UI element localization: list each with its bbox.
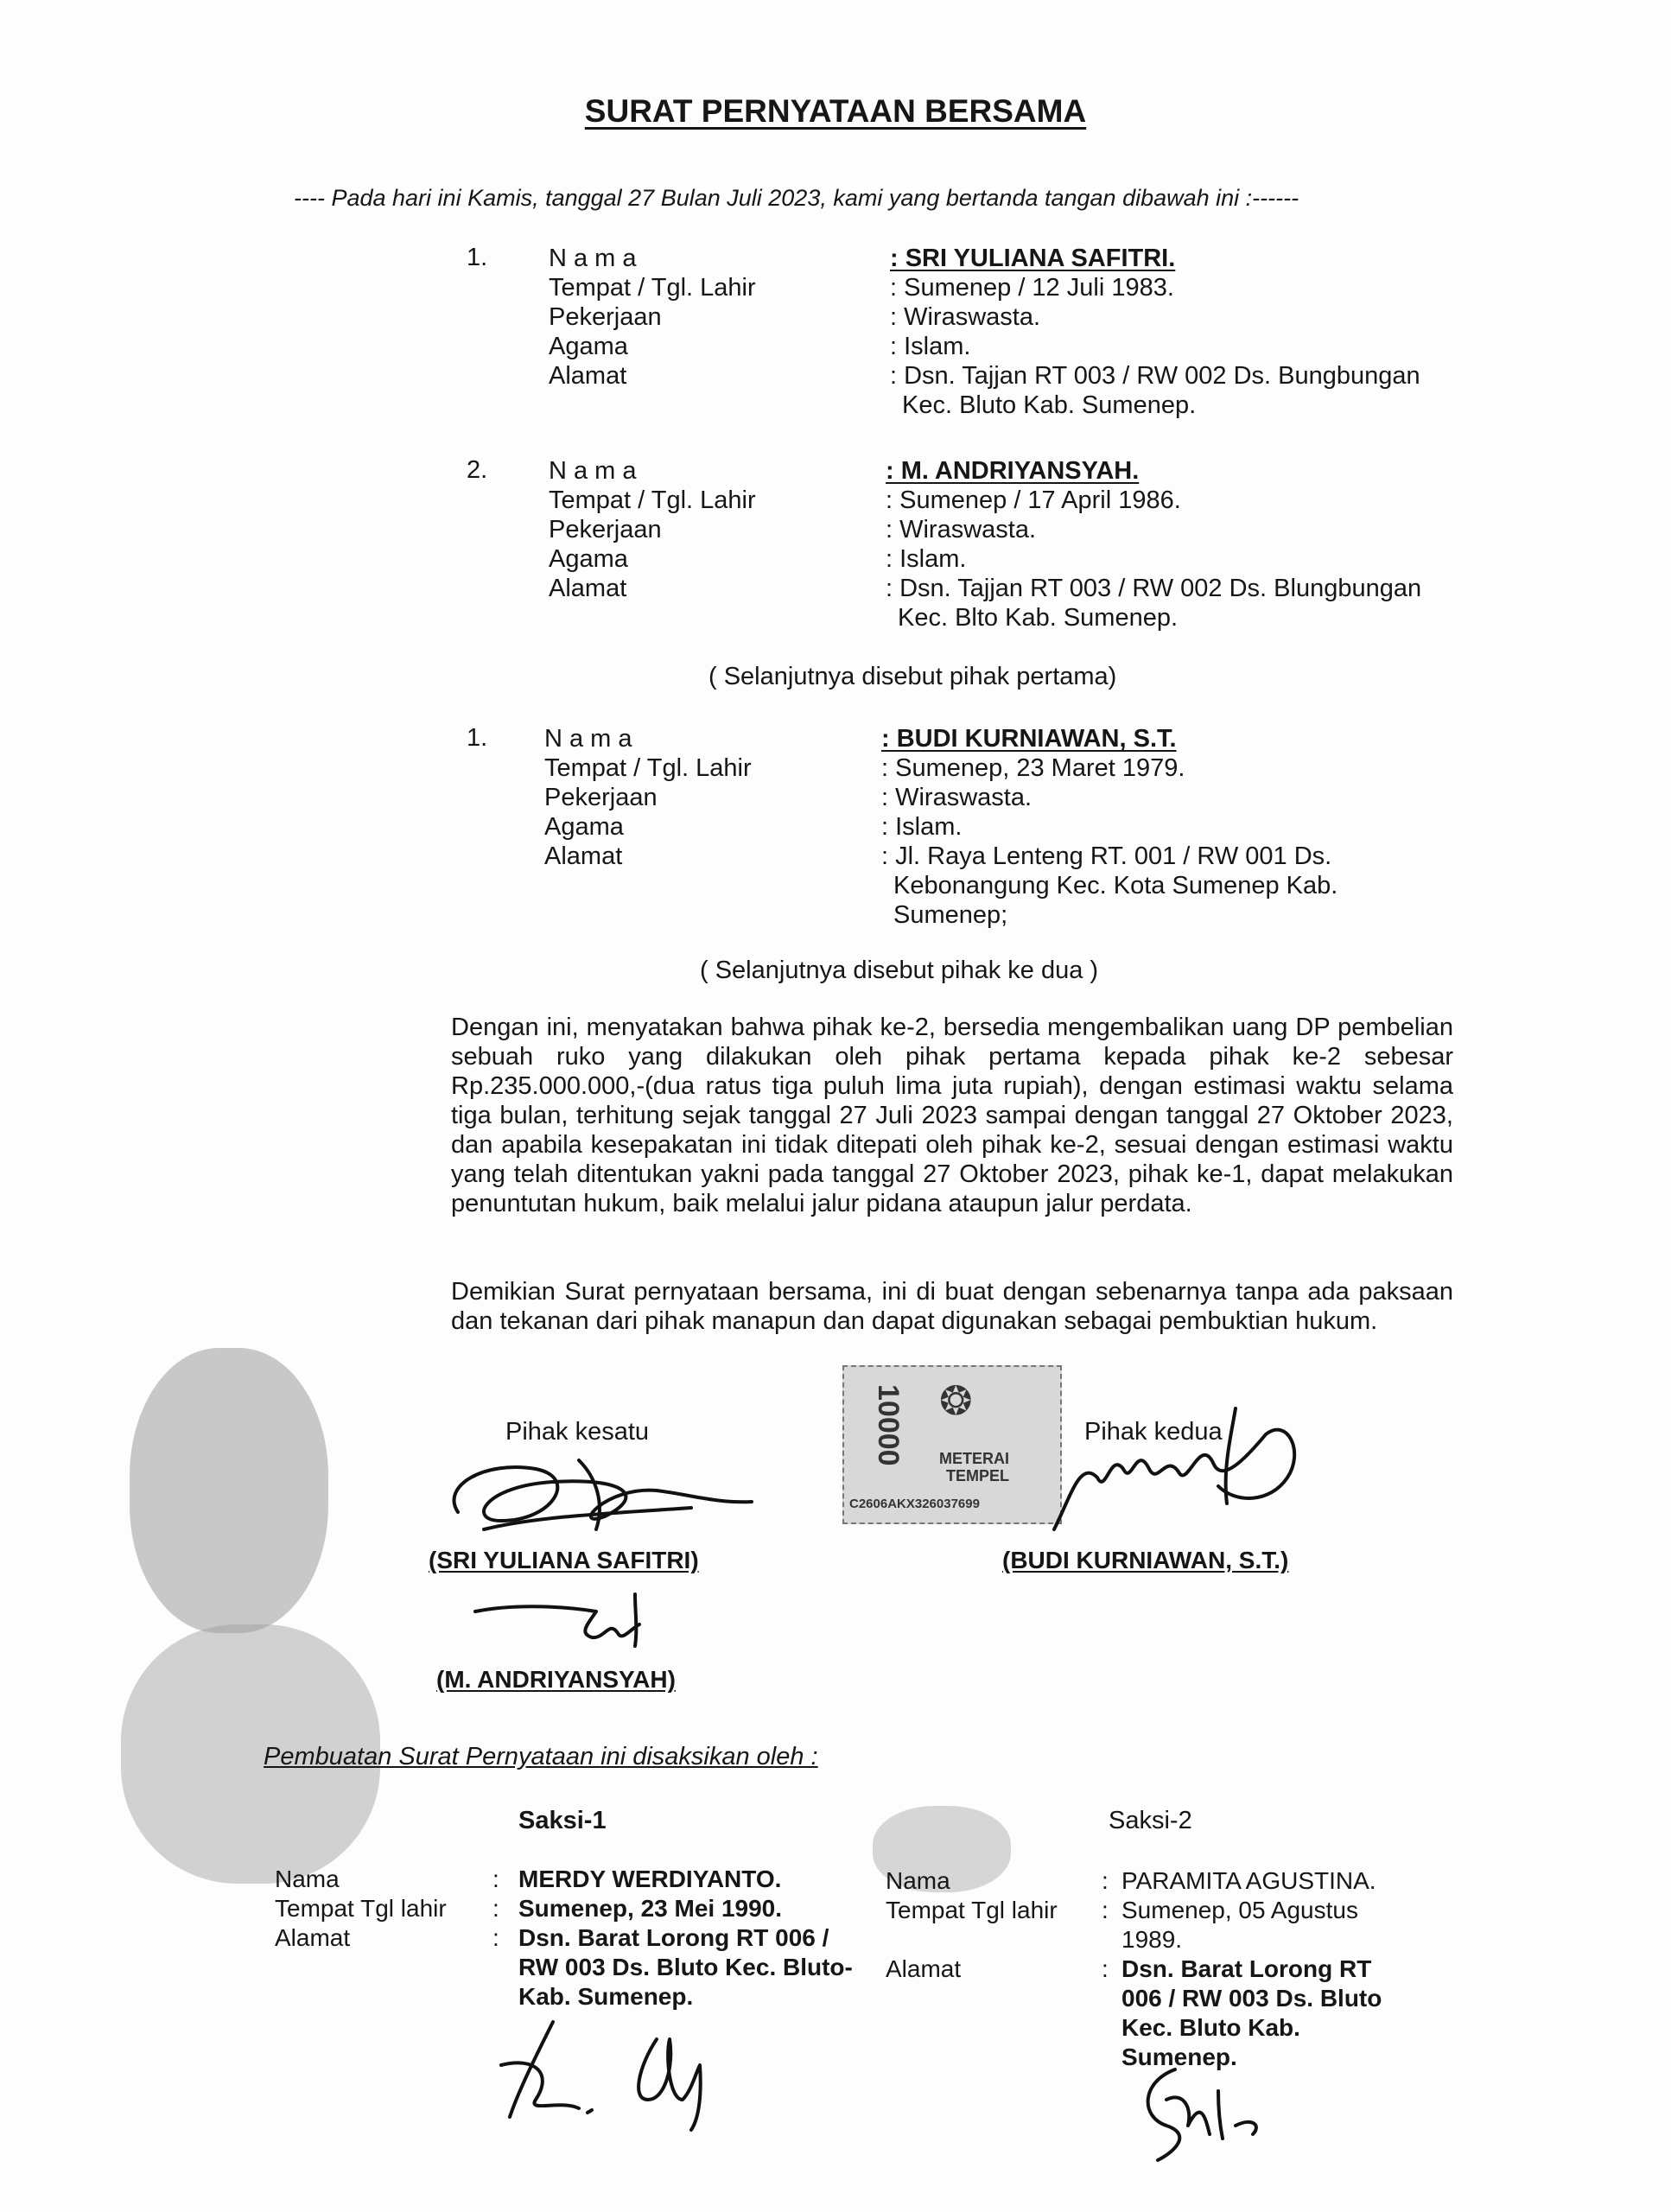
party2-pekerjaan: : Wiraswasta.: [886, 516, 1037, 543]
witness1-ttl: Sumenep, 23 Mei 1990.: [518, 1895, 783, 1922]
party2-labels: [549, 456, 756, 603]
witness1-values: [518, 1865, 853, 2012]
party1-values: [890, 244, 1420, 420]
signature-witness1: [484, 2005, 760, 2134]
pihak-kesatu-label: Pihak kesatu: [505, 1418, 650, 1446]
label-ttl: Tempat / Tgl. Lahir: [549, 486, 756, 514]
witness1-colons: : : :: [492, 1866, 499, 1951]
label-alamat: Alamat: [544, 842, 623, 870]
witness-intro: Pembuatan Surat Pernyataan ini disaksikan oleh :: [264, 1743, 818, 1770]
label-alamat: Alamat: [549, 575, 627, 602]
label-nama: N a m a: [544, 725, 632, 753]
garuda-emblem-icon: ❂: [939, 1378, 973, 1423]
witness2-labels: [886, 1866, 1058, 1984]
witness2-colons: : : :: [1102, 1867, 1109, 1982]
stamp-label-2: TEMPEL: [946, 1467, 1010, 1484]
witness-label-ttl: Tempat Tgl lahir: [886, 1897, 1058, 1923]
witness2-alamat-4: Sumenep.: [1121, 2044, 1237, 2070]
signature-witness2: [1123, 2056, 1279, 2169]
signature-name-m-andriyansyah: (M. ANDRIYANSYAH): [436, 1666, 676, 1693]
stamp-label-1: METERAI: [939, 1450, 1009, 1467]
witness-label-alamat: Alamat: [275, 1924, 351, 1951]
witness1-alamat-2: RW 003 Ds. Bluto Kec. Bluto-: [518, 1954, 853, 1980]
witness1-alamat-1: Dsn. Barat Lorong RT 006 /: [518, 1924, 829, 1951]
party3-agama: : Islam.: [881, 813, 963, 841]
party3-values: [881, 724, 1337, 930]
witness2-values: [1121, 1866, 1382, 2072]
party2-name: : M. ANDRIYANSYAH.: [886, 457, 1140, 485]
closing-paragraph: Demikian Surat pernyataan bersama, ini di buat dengan sebenarnya tanpa ada paksaan dan tekanan dari pihak manapun dan dapat digunakan sebagai pembuktian hukum.: [451, 1278, 1453, 1335]
party2-alamat-2: Kec. Blto Kab. Sumenep.: [898, 604, 1179, 632]
party3-alamat-3: Sumenep;: [893, 901, 1008, 929]
witness1-heading: Saksi-1: [518, 1807, 607, 1834]
intro-line: ---- Pada hari ini Kamis, tanggal 27 Bulan Juli 2023, kami yang bertanda tangan dibawah ini :------: [294, 185, 1299, 211]
party1-alamat-1: : Dsn. Tajjan RT 003 / RW 002 Ds. Bungbungan: [890, 362, 1420, 390]
witness-label-alamat: Alamat: [886, 1955, 962, 1982]
witness2-nama: PARAMITA AGUSTINA.: [1121, 1867, 1376, 1894]
pihak-kedua-label: Pihak kedua: [1084, 1418, 1223, 1446]
witness1-nama: MERDY WERDIYANTO.: [518, 1866, 782, 1892]
party3-pekerjaan: : Wiraswasta.: [881, 784, 1032, 811]
witness2-alamat-1: Dsn. Barat Lorong RT: [1121, 1955, 1372, 1982]
meterai-stamp: [842, 1365, 1062, 1524]
label-agama: Agama: [544, 813, 624, 841]
party3-name: : BUDI KURNIAWAN, S.T.: [881, 725, 1177, 753]
signature-name-sri-yuliana: (SRI YULIANA SAFITRI): [429, 1547, 699, 1573]
party1-pekerjaan: : Wiraswasta.: [890, 303, 1041, 331]
party1-ttl: : Sumenep / 12 Juli 1983.: [890, 274, 1174, 302]
label-nama: N a m a: [549, 457, 637, 485]
stamp-value: 10000: [872, 1384, 905, 1466]
signature-m-andriyansyah: [467, 1586, 657, 1655]
party3-alamat-1: : Jl. Raya Lenteng RT. 001 / RW 001 Ds.: [881, 842, 1332, 870]
label-pekerjaan: Pekerjaan: [544, 784, 658, 811]
party3-number: 1.: [467, 724, 488, 752]
signature-budi-kurniawan: [1037, 1400, 1322, 1555]
party1-number: 1.: [467, 244, 488, 271]
party2-ttl: : Sumenep / 17 April 1986.: [886, 486, 1181, 514]
party1-alamat-2: Kec. Bluto Kab. Sumenep.: [902, 391, 1197, 419]
label-pekerjaan: Pekerjaan: [549, 303, 662, 331]
party1-agama: : Islam.: [890, 333, 971, 360]
witness2-ttl-2: 1989.: [1121, 1926, 1183, 1953]
witness-label-ttl: Tempat Tgl lahir: [275, 1895, 447, 1922]
statement-paragraph: Dengan ini, menyatakan bahwa pihak ke-2, bersedia mengembalikan uang DP pembelian sebuah ruko yang dilakukan oleh pihak pertama kepada pihak ke-2 sebesar Rp.235.000.000,-(dua ratus tiga puluh lima juta rupiah), dengan estimasi waktu selama tiga bulan, terhitung sejak tanggal 27 Juli 2023 sampai dengan tanggal 27 Oktober 2023, dan apabila kesepakatan ini tidak ditepati oleh pihak ke-2, sesuai dengan estimasi waktu yang telah ditentukan yakni pada tanggal 27 Oktober 2023, pihak ke-1, dapat melakukan penuntutan hukum, baik melalui jalur pidana ataupun jalur perdata.: [451, 1014, 1453, 1217]
witness-label-nama: Nama: [886, 1867, 950, 1894]
label-agama: Agama: [549, 545, 628, 573]
second-party-note: ( Selanjutnya disebut pihak ke dua ): [700, 957, 1099, 984]
party3-alamat-2: Kebonangung Kec. Kota Sumenep Kab.: [893, 872, 1338, 899]
witness1-alamat-3: Kab. Sumenep.: [518, 1983, 694, 2010]
document-title: SURAT PERNYATAAN BERSAMA: [584, 93, 1087, 129]
party1-labels: [549, 244, 756, 391]
stamp-serial: C2606AKX326037699: [849, 1497, 980, 1511]
label-ttl: Tempat / Tgl. Lahir: [544, 754, 752, 782]
scan-smudge: [130, 1348, 328, 1633]
party2-values: [886, 456, 1421, 632]
first-party-note: ( Selanjutnya disebut pihak pertama): [708, 663, 1117, 690]
witness2-heading: Saksi-2: [1109, 1807, 1192, 1834]
label-pekerjaan: Pekerjaan: [549, 516, 662, 543]
party3-ttl: : Sumenep, 23 Maret 1979.: [881, 754, 1185, 782]
party2-number: 2.: [467, 456, 488, 484]
label-agama: Agama: [549, 333, 628, 360]
witness1-labels: [275, 1865, 447, 1953]
label-nama: N a m a: [549, 245, 637, 272]
party2-alamat-1: : Dsn. Tajjan RT 003 / RW 002 Ds. Blungbungan: [886, 575, 1422, 602]
signature-sri-yuliana: [432, 1434, 760, 1547]
label-ttl: Tempat / Tgl. Lahir: [549, 274, 756, 302]
witness2-alamat-2: 006 / RW 003 Ds. Bluto: [1121, 1985, 1382, 2012]
witness2-ttl-1: Sumenep, 05 Agustus: [1121, 1897, 1358, 1923]
signature-name-budi-kurniawan: (BUDI KURNIAWAN, S.T.): [1002, 1547, 1289, 1573]
party2-agama: : Islam.: [886, 545, 967, 573]
witness2-alamat-3: Kec. Bluto Kab.: [1121, 2014, 1300, 2041]
witness-label-nama: Nama: [275, 1866, 340, 1892]
party1-name: : SRI YULIANA SAFITRI.: [890, 245, 1176, 272]
label-alamat: Alamat: [549, 362, 627, 390]
party3-labels: [544, 724, 752, 871]
